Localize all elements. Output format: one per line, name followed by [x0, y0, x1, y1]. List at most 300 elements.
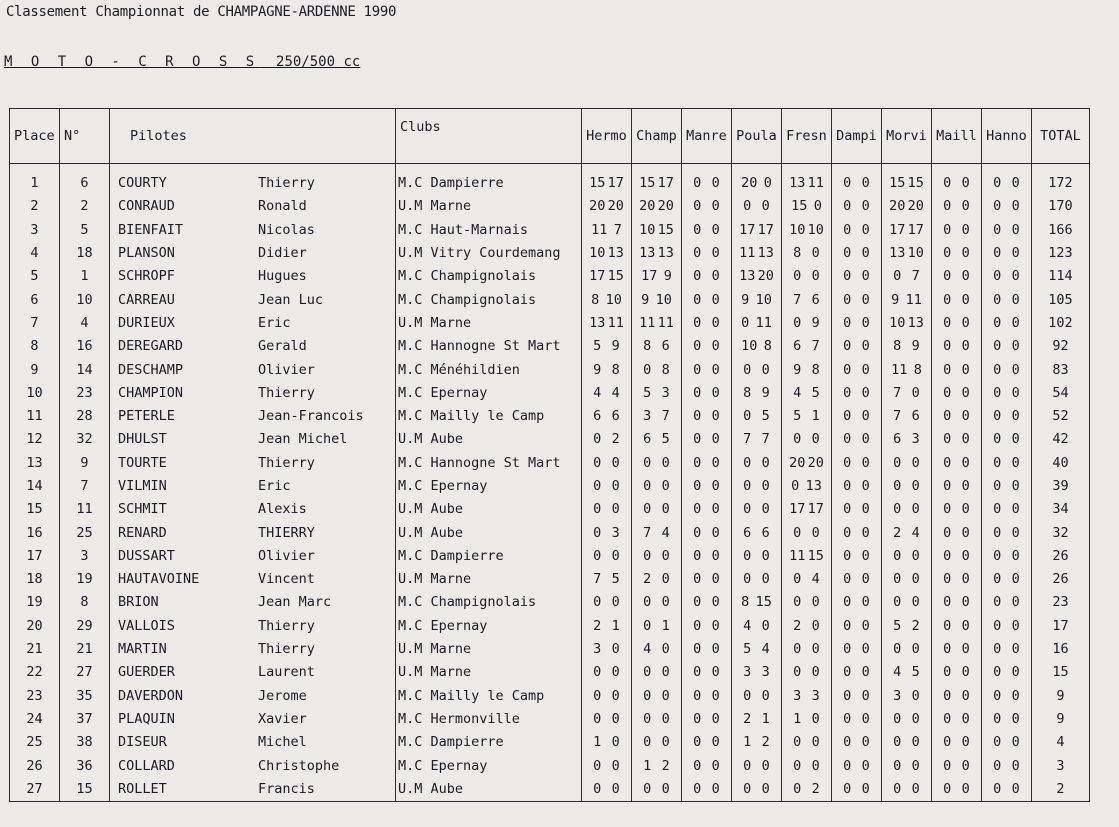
club-cell: U.M Marne [396, 568, 582, 591]
number-cell: 1 [60, 265, 110, 288]
heat-1-points: 1 [643, 757, 652, 774]
heat-1-points: 0 [993, 757, 1002, 774]
header-race-fresn: Fresn [782, 109, 832, 164]
pilot-cell [110, 521, 396, 544]
heat-2-points: 0 [761, 617, 770, 634]
race-score-cell [682, 521, 732, 544]
heat-2-points: 0 [961, 641, 970, 658]
heat-1-points: 0 [943, 734, 952, 751]
heat-1-points: 0 [693, 734, 702, 751]
heat-1-points: 1 [593, 734, 602, 751]
heat-1-points: 0 [843, 431, 852, 448]
race-score-cell [832, 754, 882, 777]
heat-1-points: 0 [793, 314, 802, 331]
club-cell: U.M Marne [396, 195, 582, 218]
heat-1-points: 5 [793, 408, 802, 425]
place-cell: 18 [10, 568, 60, 591]
race-score-cell [782, 358, 832, 381]
pilot-cell [110, 661, 396, 684]
heat-1-points: 7 [743, 431, 752, 448]
heat-1-points: 0 [943, 687, 952, 704]
race-score-cell [732, 731, 782, 754]
heat-2-points: 0 [1011, 664, 1020, 681]
heat-2-points: 13 [805, 478, 822, 494]
heat-2-points: 0 [861, 501, 870, 518]
table-row [10, 731, 1090, 754]
heat-2-points: 0 [961, 757, 970, 774]
race-score-cell [732, 405, 782, 428]
heat-1-points: 0 [693, 478, 702, 494]
race-score-cell [782, 219, 832, 242]
standings-table [9, 108, 1090, 802]
race-score-cell [882, 685, 932, 708]
pilot-first-name: Laurent [258, 664, 315, 681]
race-score-cell [932, 428, 982, 451]
race-score-cell [582, 405, 632, 428]
heat-2-points: 0 [911, 710, 920, 727]
pilot-first-name: Thierry [258, 175, 315, 192]
pilot-cell [110, 754, 396, 777]
race-score-cell [632, 545, 682, 568]
heat-2-points: 0 [811, 245, 820, 262]
heat-1-points: 0 [943, 547, 952, 564]
heat-1-points: 15 [791, 198, 808, 215]
heat-2-points: 4 [811, 571, 820, 588]
pilot-first-name: Nicolas [258, 221, 315, 238]
heat-1-points: 0 [693, 617, 702, 634]
race-score-cell [732, 382, 782, 405]
race-score-cell [882, 568, 932, 591]
race-score-cell [932, 358, 982, 381]
heat-1-points: 6 [743, 524, 752, 541]
heat-2-points: 0 [661, 780, 670, 797]
number-cell: 11 [60, 498, 110, 521]
heat-2-points: 0 [861, 710, 870, 727]
pilot-first-name: Christophe [258, 757, 340, 774]
race-score-cell [782, 521, 832, 544]
race-score-cell [632, 568, 682, 591]
heat-1-points: 0 [843, 757, 852, 774]
heat-1-points: 0 [893, 641, 902, 658]
race-score-cell [582, 195, 632, 218]
total-cell: 26 [1032, 545, 1090, 568]
number-cell: 16 [60, 335, 110, 358]
heat-2-points: 0 [711, 408, 720, 425]
heat-2-points: 3 [661, 384, 670, 401]
heat-1-points: 0 [643, 454, 652, 471]
heat-2-points: 3 [911, 431, 920, 448]
heat-2-points: 0 [961, 314, 970, 331]
heat-1-points: 10 [789, 221, 806, 238]
race-score-cell [982, 164, 1032, 196]
race-score-cell [782, 164, 832, 196]
heat-2-points: 11 [657, 314, 674, 331]
heat-1-points: 0 [643, 734, 652, 751]
heat-1-points: 0 [993, 571, 1002, 588]
number-cell: 23 [60, 382, 110, 405]
heat-2-points: 0 [961, 361, 970, 378]
place-cell: 17 [10, 545, 60, 568]
heat-1-points: 10 [889, 314, 906, 331]
race-score-cell [832, 219, 882, 242]
heat-1-points: 0 [743, 454, 752, 471]
place-cell: 16 [10, 521, 60, 544]
race-score-cell [932, 545, 982, 568]
heat-1-points: 17 [789, 501, 806, 518]
club-cell: U.M Aube [396, 521, 582, 544]
race-score-cell [732, 591, 782, 614]
pilot-first-name: Olivier [258, 361, 315, 378]
heat-1-points: 0 [893, 268, 902, 285]
pilot-last-name: DEREGARD [118, 338, 184, 355]
heat-1-points: 13 [889, 245, 906, 262]
pilot-first-name: Thierry [258, 617, 315, 634]
race-score-cell [832, 521, 882, 544]
heat-2-points: 0 [661, 664, 670, 681]
race-score-cell [632, 405, 682, 428]
race-score-cell [782, 405, 832, 428]
race-score-cell [782, 265, 832, 288]
pilot-first-name: Ronald [258, 198, 307, 215]
heat-1-points: 0 [843, 687, 852, 704]
race-score-cell [982, 568, 1032, 591]
heat-2-points: 11 [607, 314, 624, 331]
heat-1-points: 3 [593, 641, 602, 658]
heat-2-points: 0 [961, 524, 970, 541]
race-score-cell [982, 312, 1032, 335]
race-score-cell [682, 219, 732, 242]
heat-1-points: 4 [593, 384, 602, 401]
heat-2-points: 20 [757, 268, 774, 285]
race-score-cell [932, 164, 982, 196]
category-label: 250/500 cc [276, 54, 361, 70]
heat-2-points: 17 [907, 221, 924, 238]
heat-1-points: 0 [743, 478, 752, 494]
heat-1-points: 5 [893, 617, 902, 634]
place-cell: 4 [10, 242, 60, 265]
total-cell: 92 [1032, 335, 1090, 358]
heat-1-points: 6 [893, 431, 902, 448]
heat-2-points: 0 [911, 454, 920, 471]
race-score-cell [582, 568, 632, 591]
race-score-cell [832, 638, 882, 661]
heat-1-points: 11 [591, 221, 608, 238]
heat-1-points: 13 [739, 268, 756, 285]
heat-2-points: 0 [711, 431, 720, 448]
heat-2-points: 0 [1011, 245, 1020, 262]
heat-1-points: 0 [993, 641, 1002, 658]
heat-1-points: 11 [789, 547, 806, 564]
heat-1-points: 1 [743, 734, 752, 751]
race-score-cell [682, 731, 732, 754]
race-score-cell [882, 661, 932, 684]
pilot-last-name: COLLARD [118, 757, 175, 774]
heat-2-points: 2 [911, 617, 920, 634]
place-cell: 25 [10, 731, 60, 754]
race-score-cell [582, 335, 632, 358]
pilot-first-name: Alexis [258, 501, 307, 518]
heat-1-points: 0 [643, 710, 652, 727]
race-score-cell [882, 335, 932, 358]
heat-2-points: 7 [761, 431, 770, 448]
race-score-cell [882, 288, 932, 311]
race-score-cell [582, 265, 632, 288]
race-score-cell [582, 591, 632, 614]
heat-2-points: 0 [661, 641, 670, 658]
heat-2-points: 0 [813, 198, 822, 215]
heat-1-points: 0 [743, 361, 752, 378]
race-score-cell [982, 242, 1032, 265]
heat-2-points: 0 [1011, 175, 1020, 192]
heat-1-points: 15 [639, 175, 656, 192]
number-cell: 7 [60, 475, 110, 498]
heat-1-points: 0 [843, 594, 852, 611]
heat-1-points: 0 [943, 571, 952, 588]
heat-1-points: 20 [889, 198, 906, 215]
race-score-cell [582, 242, 632, 265]
race-score-cell [932, 591, 982, 614]
race-score-cell [932, 242, 982, 265]
race-score-cell [632, 335, 682, 358]
race-score-cell [782, 428, 832, 451]
pilot-cell [110, 288, 396, 311]
race-score-cell [682, 242, 732, 265]
heat-2-points: 17 [757, 221, 774, 238]
pilot-first-name: Xavier [258, 710, 307, 727]
heat-2-points: 0 [911, 571, 920, 588]
heat-2-points: 0 [611, 710, 620, 727]
club-cell: M.C Mailly le Camp [396, 685, 582, 708]
club-cell: U.M Aube [396, 498, 582, 521]
heat-1-points: 0 [643, 501, 652, 518]
heat-1-points: 0 [793, 757, 802, 774]
heat-2-points: 0 [761, 547, 770, 564]
heat-1-points: 0 [943, 314, 952, 331]
heat-1-points: 9 [741, 291, 750, 308]
race-score-cell [832, 685, 882, 708]
heat-2-points: 0 [1011, 268, 1020, 285]
race-score-cell [782, 568, 832, 591]
heat-1-points: 0 [593, 710, 602, 727]
race-score-cell [632, 498, 682, 521]
heat-1-points: 9 [891, 291, 900, 308]
heat-2-points: 0 [961, 687, 970, 704]
race-score-cell [782, 754, 832, 777]
race-score-cell [682, 568, 732, 591]
heat-2-points: 0 [611, 641, 620, 658]
heat-1-points: 0 [893, 501, 902, 518]
heat-2-points: 0 [611, 501, 620, 518]
heat-2-points: 7 [811, 338, 820, 355]
place-cell: 27 [10, 778, 60, 802]
heat-2-points: 0 [1011, 687, 1020, 704]
heat-1-points: 0 [693, 454, 702, 471]
club-cell: M.C Dampierre [396, 545, 582, 568]
heat-1-points: 0 [943, 478, 952, 494]
heat-2-points: 0 [1011, 757, 1020, 774]
heat-2-points: 15 [607, 268, 624, 285]
pilot-last-name: RENARD [118, 524, 167, 541]
heat-1-points: 0 [993, 245, 1002, 262]
heat-1-points: 0 [993, 547, 1002, 564]
race-score-cell [932, 615, 982, 638]
race-score-cell [832, 164, 882, 196]
race-score-cell [832, 288, 882, 311]
pilot-cell [110, 685, 396, 708]
heat-2-points: 10 [655, 291, 672, 308]
heat-2-points: 0 [711, 710, 720, 727]
race-score-cell [932, 265, 982, 288]
heat-2-points: 0 [761, 454, 770, 471]
heat-2-points: 0 [1011, 617, 1020, 634]
club-cell: M.C Dampierre [396, 731, 582, 754]
place-cell: 6 [10, 288, 60, 311]
total-cell: 166 [1032, 219, 1090, 242]
pilot-last-name: GUERDER [118, 664, 175, 681]
heat-1-points: 0 [943, 454, 952, 471]
heat-1-points: 0 [893, 757, 902, 774]
heat-1-points: 0 [593, 524, 602, 541]
heat-2-points: 8 [913, 361, 922, 378]
heat-1-points: 0 [943, 408, 952, 425]
total-cell: 83 [1032, 358, 1090, 381]
heat-1-points: 0 [843, 710, 852, 727]
heat-1-points: 0 [993, 338, 1002, 355]
heat-2-points: 0 [861, 431, 870, 448]
heat-1-points: 0 [793, 571, 802, 588]
race-score-cell [582, 521, 632, 544]
place-cell: 8 [10, 335, 60, 358]
race-score-cell [582, 545, 632, 568]
heat-2-points: 0 [761, 780, 770, 797]
race-score-cell [782, 661, 832, 684]
heat-2-points: 0 [1011, 384, 1020, 401]
heat-2-points: 0 [761, 571, 770, 588]
total-cell: 123 [1032, 242, 1090, 265]
club-cell: U.M Vitry Courdemang [396, 242, 582, 265]
race-score-cell [732, 312, 782, 335]
race-score-cell [732, 498, 782, 521]
heat-1-points: 20 [741, 175, 758, 192]
club-cell: M.C Champignolais [396, 288, 582, 311]
pilot-first-name: Gerald [258, 338, 307, 355]
heat-2-points: 0 [1011, 780, 1020, 797]
heat-2-points: 0 [711, 757, 720, 774]
heat-1-points: 0 [943, 384, 952, 401]
race-score-cell [932, 405, 982, 428]
race-score-cell [632, 708, 682, 731]
heat-2-points: 0 [711, 314, 720, 331]
heat-1-points: 0 [993, 780, 1002, 797]
heat-1-points: 0 [643, 547, 652, 564]
heat-1-points: 15 [589, 175, 606, 192]
heat-1-points: 0 [843, 617, 852, 634]
club-cell: M.C Epernay [396, 615, 582, 638]
race-score-cell [632, 638, 682, 661]
heat-1-points: 0 [893, 734, 902, 751]
heat-2-points: 0 [861, 664, 870, 681]
heat-2-points: 9 [811, 314, 820, 331]
race-score-cell [832, 405, 882, 428]
heat-1-points: 0 [993, 291, 1002, 308]
heat-1-points: 0 [843, 221, 852, 238]
heat-2-points: 0 [861, 757, 870, 774]
race-score-cell [882, 242, 932, 265]
heat-1-points: 0 [943, 245, 952, 262]
race-score-cell [782, 335, 832, 358]
race-score-cell [932, 219, 982, 242]
race-score-cell [682, 164, 732, 196]
club-cell: M.C Hermonville [396, 708, 582, 731]
heat-1-points: 0 [693, 664, 702, 681]
race-score-cell [882, 731, 932, 754]
pilot-cell [110, 195, 396, 218]
race-score-cell [782, 498, 832, 521]
race-score-cell [732, 452, 782, 475]
race-score-cell [732, 615, 782, 638]
place-cell: 1 [10, 164, 60, 196]
heat-1-points: 0 [993, 594, 1002, 611]
heat-1-points: 0 [693, 245, 702, 262]
race-score-cell [582, 731, 632, 754]
race-score-cell [632, 288, 682, 311]
heat-1-points: 0 [743, 757, 752, 774]
heat-2-points: 0 [1011, 641, 1020, 658]
race-score-cell [982, 685, 1032, 708]
heat-2-points: 0 [661, 454, 670, 471]
heat-1-points: 0 [743, 408, 752, 425]
race-score-cell [882, 498, 932, 521]
heat-1-points: 0 [943, 198, 952, 215]
race-score-cell [882, 708, 932, 731]
race-score-cell [582, 219, 632, 242]
place-cell: 20 [10, 615, 60, 638]
heat-1-points: 0 [643, 687, 652, 704]
race-score-cell [932, 195, 982, 218]
heat-1-points: 0 [693, 757, 702, 774]
heat-2-points: 2 [611, 431, 620, 448]
heat-2-points: 0 [911, 734, 920, 751]
heat-1-points: 0 [993, 268, 1002, 285]
race-score-cell [882, 638, 932, 661]
heat-2-points: 0 [711, 641, 720, 658]
race-score-cell [732, 242, 782, 265]
header-row [10, 109, 1090, 164]
race-score-cell [632, 615, 682, 638]
race-score-cell [782, 288, 832, 311]
pilot-cell [110, 591, 396, 614]
race-score-cell [682, 545, 732, 568]
heat-2-points: 5 [611, 571, 620, 588]
number-cell: 18 [60, 242, 110, 265]
pilot-cell [110, 615, 396, 638]
heat-1-points: 17 [889, 221, 906, 238]
heat-2-points: 0 [711, 338, 720, 355]
table-row [10, 638, 1090, 661]
table-row [10, 615, 1090, 638]
heat-1-points: 8 [741, 594, 750, 611]
number-cell: 8 [60, 591, 110, 614]
heat-2-points: 0 [861, 594, 870, 611]
club-cell: M.C Champignolais [396, 591, 582, 614]
heat-2-points: 0 [961, 710, 970, 727]
pilot-last-name: BIENFAIT [118, 221, 184, 238]
pilot-first-name: Jean Luc [258, 291, 324, 308]
total-cell: 39 [1032, 475, 1090, 498]
pilot-last-name: CHAMPION [118, 384, 184, 401]
heat-1-points: 0 [993, 478, 1002, 494]
heat-1-points: 0 [793, 641, 802, 658]
